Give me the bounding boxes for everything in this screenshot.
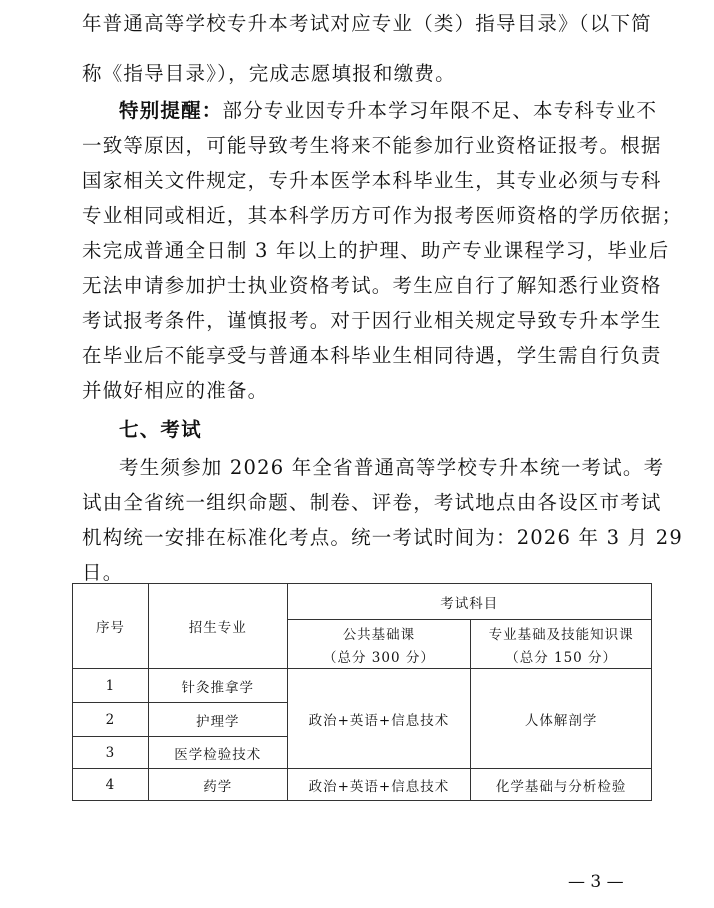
paragraph-line: 称《指导目录》），完成志愿填报和缴费。 (82, 62, 456, 85)
reminder-label: 特别提醒： (119, 99, 223, 122)
exam-line: 试由全省统一组织命题、制卷、评卷，考试地点由各设区市考试 (82, 491, 662, 514)
page-number: — 3 — (568, 872, 624, 892)
reminder-line (119, 95, 657, 123)
row-major: 医学检验技术 (148, 737, 287, 769)
row-major: 药学 (148, 769, 287, 801)
row-seq: 4 (73, 769, 149, 801)
row-seq: 2 (73, 703, 149, 737)
exam-line: 考生须参加 2026 年全省普通高等学校专升本统一考试。考 (119, 456, 665, 479)
exam-line: 机构统一安排在标准化考点。统一考试时间为：2026 年 3 月 29 (82, 526, 683, 549)
header-professional: 专业基础及技能知识课 （总分 150 分） (471, 620, 652, 669)
header-major: 招生专业 (148, 584, 287, 669)
exam-subjects-table (72, 583, 652, 801)
header-subjects: 考试科目 (287, 584, 651, 620)
row-major: 护理学 (148, 703, 287, 737)
group1-professional: 人体解剖学 (471, 669, 652, 769)
row-seq: 1 (73, 669, 149, 703)
row-major: 针灸推拿学 (148, 669, 287, 703)
group2-professional: 化学基础与分析检验 (471, 769, 652, 801)
header-seq: 序号 (73, 584, 149, 669)
row-seq: 3 (73, 737, 149, 769)
reminder-line: 专业相同或相近，其本科学历方可作为报考医师资格的学历依据； (82, 204, 683, 227)
reminder-text: 部分专业因专升本学习年限不足、本专科专业不 (222, 99, 658, 122)
reminder-line: 考试报考条件，谨慎报考。对于因行业相关规定导致专升本学生 (82, 309, 662, 332)
reminder-line: 在毕业后不能享受与普通本科毕业生相同待遇，学生需自行负责 (82, 344, 662, 367)
reminder-line: 国家相关文件规定，专升本医学本科毕业生，其专业必须与专科 (82, 169, 662, 192)
paragraph-line: 年普通高等学校专升本考试对应专业（类）指导目录》（以下简 (82, 12, 652, 35)
group1-public: 政治+英语+信息技术 (287, 669, 471, 769)
header-public: 公共基础课 （总分 300 分） (287, 620, 471, 669)
group2-public: 政治+英语+信息技术 (287, 769, 471, 801)
reminder-line: 一致等原因，可能导致考生将来不能参加行业资格证报考。根据 (82, 134, 662, 157)
reminder-line: 并做好相应的准备。 (82, 379, 269, 402)
reminder-line: 未完成普通全日制 3 年以上的护理、助产专业课程学习，毕业后 (82, 239, 670, 262)
exam-line: 日。 (82, 561, 124, 584)
section-heading: 七、考试 (119, 418, 202, 441)
reminder-line: 无法申请参加护士执业资格考试。考生应自行了解知悉行业资格 (82, 274, 662, 297)
